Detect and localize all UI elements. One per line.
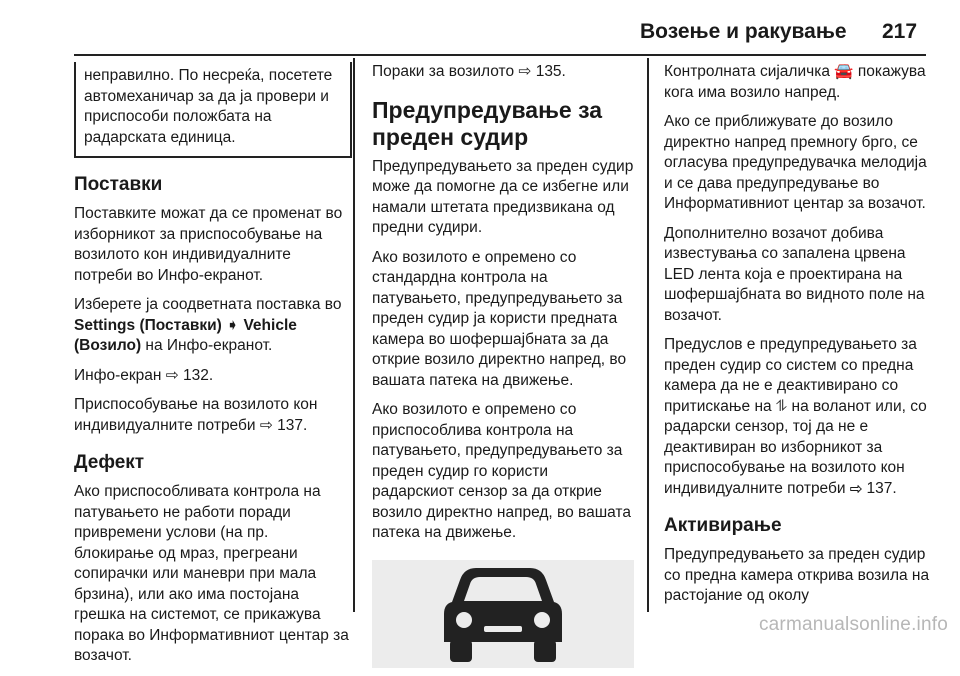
- text: Изберете ја соодветната поставка во: [74, 296, 342, 313]
- paragraph: Ако се приближувате до возило директно напред премногу брго, се огласува предупредувачка мелодија и се дава предупредување во Информативниот центар за возачот.: [664, 113, 927, 212]
- settings-path-paragraph: [74, 295, 352, 357]
- text: на Инфо-екранот.: [141, 337, 273, 354]
- notice-box: [74, 62, 352, 158]
- header-rule: [74, 54, 926, 56]
- page-number: 217: [882, 20, 918, 43]
- collision-warning-heading: Предупредување за преден судир: [372, 96, 603, 150]
- column-2: [372, 62, 634, 668]
- column-3: [664, 62, 932, 616]
- cross-reference: Пораки за возилото ⇨ 135.: [372, 63, 566, 80]
- settings-heading: Поставки: [74, 174, 163, 195]
- paragraph: Предуслов е предупредувањето за преден судир со систем со предна камера да не е деактивирано со притискање на ⥮ на воланот или, со радарски сензор, тој да не е деактивиран во изборникот за приспособување на возилото кон индивидуалните потреби ⇨ 137.: [664, 336, 927, 497]
- vehicle-ahead-illustration: [372, 560, 634, 668]
- section-title: Возење и ракување: [640, 20, 847, 43]
- paragraph: Ако возилото е опремено со приспособлива контрола на патувањето, предупредувањето за преден судир го користи радарскиот сензор за да открие возило директно напред, во вашата патека на движење.: [372, 401, 631, 541]
- column-1: [74, 62, 352, 676]
- cross-reference: Инфо-екран ⇨ 132.: [74, 366, 214, 384]
- paragraph: Дополнително возачот добива известувања со запалена црвена LED лента која е проектирана на шофершајбната во видното поле на возачот.: [664, 224, 925, 324]
- paragraph: Ако возилото е опремено со стандардна контрола на патувањето, предупредувањето за преден судир ја користи предната камера во шофершајбната за да открие возило директно напред, во вашата патека на движење.: [372, 248, 627, 389]
- paragraph: Предупредувањето за преден судир може да помогне да се избегне или намали штетата предизвикана од предни судири.: [372, 157, 634, 236]
- column-divider: [353, 58, 355, 612]
- paragraph: Контролната сијаличка 🚘 покажува кога има возило напред.: [664, 63, 926, 101]
- activation-heading: Активирање: [664, 515, 782, 536]
- notice-text: неправилно. По несреќа, посетете автомеханичар за да ја провери и приспособи положбата на радарската единица.: [84, 67, 333, 146]
- watermark: carmanualsonline.info: [758, 614, 948, 635]
- car-front-icon: [372, 560, 634, 668]
- settings-paragraph: Поставките можат да се променат во изборникот за приспособување на возилото кон индивидуалните потреби во Инфо-екранот.: [74, 205, 343, 284]
- defect-heading: Дефект: [74, 452, 145, 473]
- menu-vehicle: Vehicle (Возило): [74, 316, 297, 354]
- arrow-icon: ➧: [226, 316, 240, 334]
- menu-settings: Settings (Поставки): [74, 316, 222, 334]
- paragraph: Предупредувањето за преден судир со предна камера открива возила на растојание од околу: [664, 546, 930, 604]
- cross-reference: Приспособување на возилото кон индивидуалните потреби ⇨ 137.: [74, 396, 318, 434]
- column-divider: [647, 58, 649, 612]
- defect-paragraph: Ако приспособливата контрола на патувањето не работи поради привремени услови (на пр. блокирање од мраз, прегреани сопирачки или маневри при мала брзина), или ако има постојана грешка на системот, се прикажува порака во Информативниот центар за возачот.: [74, 483, 349, 664]
